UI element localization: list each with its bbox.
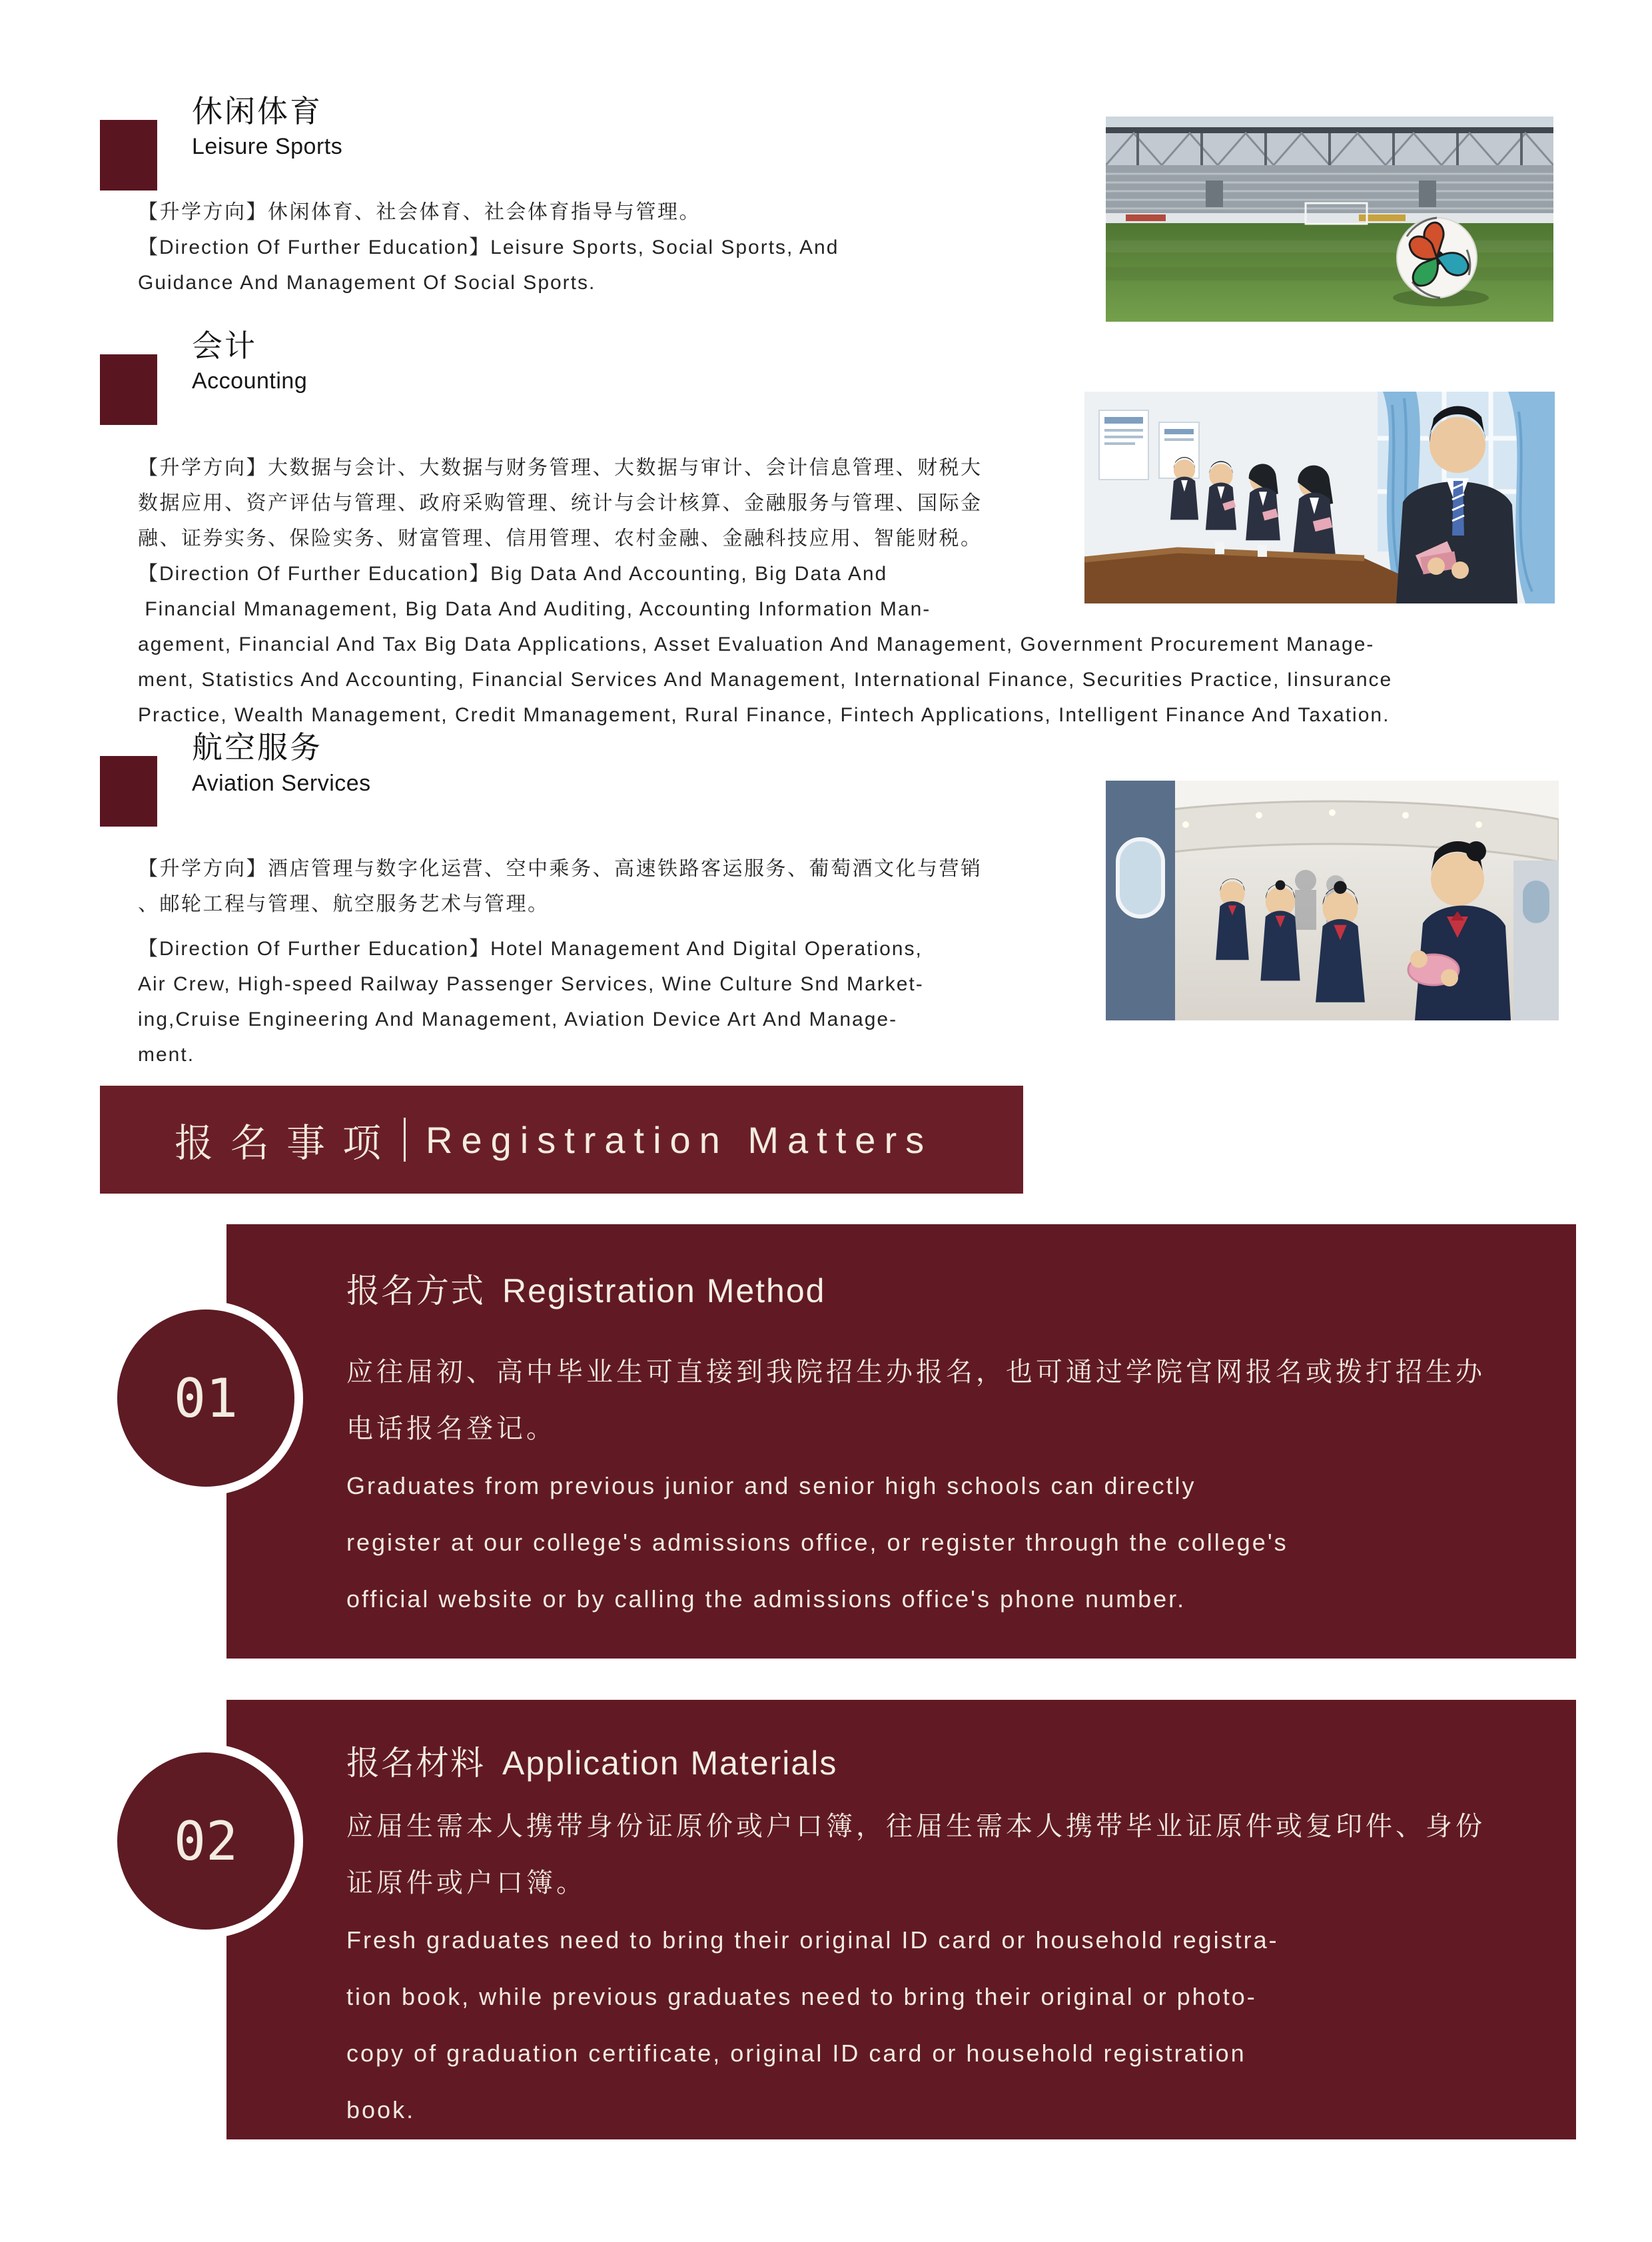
program-title-cn: 航空服务 <box>192 730 322 765</box>
step-heading-en: Application Materials <box>502 1744 838 1782</box>
program-direction-en <box>138 230 839 300</box>
aviation-services-photo <box>1106 781 1559 1020</box>
text-line: book. <box>346 2096 416 2123</box>
text-line: 应届生需本人携带身份证原价或户口簿，往届生需本人携带毕业证原件或复印件、身份 <box>346 1812 1485 1841</box>
step-body-cn <box>346 1344 1543 1457</box>
text-line: 融、证券实务、保险实务、财富管理、信用管理、农村金融、金融科技应用、智能财税。 <box>138 528 983 550</box>
program-title-en: Leisure Sports <box>192 134 343 159</box>
registration-method-block <box>226 1224 1576 1659</box>
program-direction-en <box>138 931 924 1072</box>
text-line: 【升学方向】大数据与会计、大数据与财务管理、大数据与审计、会计信息管理、财税大 <box>138 457 983 479</box>
program-title-en: Accounting <box>192 368 308 394</box>
step-body-cn <box>346 1798 1543 1912</box>
text-line: 【升学方向】休闲体育、社会体育、社会体育指导与管理。 <box>138 201 701 223</box>
text-line: 【Direction Of Further Education】Big Data And Accounting, Big Data And <box>138 563 888 585</box>
text-line: 数据应用、资产评估与管理、政府采购管理、统计与会计核算、金融服务与管理、国际金 <box>138 492 983 514</box>
text-line: tion book, while previous graduates need to bring their original or photo- <box>346 1983 1257 2010</box>
text-line: Financial Mmanagement, Big Data And Auditing, Accounting Information Man- <box>138 598 931 620</box>
section-square-marker <box>100 354 157 425</box>
step-heading <box>346 1736 837 1784</box>
step-heading <box>346 1264 825 1312</box>
program-direction-cn <box>138 851 983 922</box>
text-line: copy of graduation certificate, original ID card or household registration <box>346 2040 1246 2067</box>
step-heading-cn: 报名材料 <box>346 1744 485 1782</box>
text-line: 【升学方向】酒店管理与数字化运营、空中乘务、高速铁路客运服务、葡萄酒文化与营销 <box>138 858 983 880</box>
text-line: Practice, Wealth Management, Credit Mmanagement, Rural Finance, Fintech Applications, Intelligent Finance And Taxation. <box>138 704 1390 726</box>
accounting-classroom-illustration <box>1084 392 1555 603</box>
program-direction-cn <box>138 450 983 556</box>
step-heading-en: Registration Method <box>502 1272 826 1309</box>
program-direction-cn <box>138 194 701 230</box>
text-line: register at our college's admissions office, or register through the college's <box>346 1529 1288 1556</box>
cabin-crew-illustration <box>1106 781 1559 1020</box>
step-number: 02 <box>173 1810 238 1872</box>
text-line: 证原件或户口簿。 <box>346 1868 586 1898</box>
text-line: ing,Cruise Engineering And Management, Aviation Device Art And Manage- <box>138 1008 898 1030</box>
stadium-soccer-illustration <box>1106 117 1553 322</box>
text-line: agement, Financial And Tax Big Data Applications, Asset Evaluation And Management, Government Procurement Manage- <box>138 633 1375 655</box>
text-line: Air Crew, High-speed Railway Passenger Services, Wine Culture Snd Market- <box>138 973 924 995</box>
step-body-en <box>346 1457 1543 1627</box>
step-body-en <box>346 1912 1543 2138</box>
program-title-cn: 休闲体育 <box>192 94 322 129</box>
program-title-en: Aviation Services <box>192 771 371 796</box>
registration-matters-banner <box>100 1086 1023 1194</box>
text-line: ment. <box>138 1044 195 1066</box>
banner-divider <box>404 1118 406 1162</box>
program-title-cn: 会计 <box>192 328 257 363</box>
text-line: 【Direction Of Further Education】Hotel Management And Digital Operations, <box>138 938 923 960</box>
step-number-circle-02 <box>109 1744 303 1938</box>
text-line: Fresh graduates need to bring their original ID card or household registra- <box>346 1926 1279 1954</box>
text-line: 电话报名登记。 <box>346 1414 556 1443</box>
application-materials-block <box>226 1700 1576 2139</box>
text-line: official website or by calling the admissions office's phone number. <box>346 1585 1186 1613</box>
text-line: Guidance And Management Of Social Sports. <box>138 272 596 294</box>
text-line: Graduates from previous junior and senior high schools can directly <box>346 1472 1196 1499</box>
step-heading-cn: 报名方式 <box>346 1272 485 1309</box>
text-line: 应往届初、高中毕业生可直接到我院招生办报名，也可通过学院官网报名或拨打招生办 <box>346 1357 1485 1387</box>
section-square-marker <box>100 120 157 190</box>
step-number-circle-01 <box>109 1301 303 1495</box>
accounting-photo <box>1084 392 1555 603</box>
banner-title-en: Registration Matters <box>426 1118 933 1161</box>
step-number: 01 <box>173 1367 238 1429</box>
text-line: 、邮轮工程与管理、航空服务艺术与管理。 <box>138 893 550 915</box>
section-square-marker <box>100 756 157 827</box>
leisure-sports-photo <box>1106 117 1553 322</box>
text-line: ment, Statistics And Accounting, Financial Services And Management, International Finance, Securities Practice, Iinsurance <box>138 669 1393 691</box>
text-line: 【Direction Of Further Education】Leisure Sports, Social Sports, And <box>138 236 839 258</box>
banner-title-cn: 报名事项 <box>175 1122 399 1165</box>
